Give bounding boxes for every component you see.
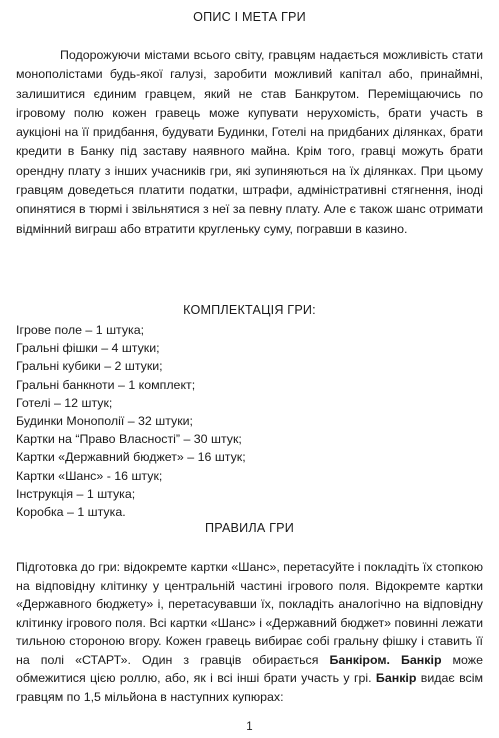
banker-term: Банкір [375, 671, 417, 685]
rules-text-start: Підготовка до гри: відокремте картки «Шанс», перетасуйте і покладіть їх стопкою на відповідну клітинку у центральній частині ігрового поля. Відокремте картки «Державного бюджету» і, перетасувавши їх, покладіть аналогічно на відповідну клітинку ігрового поля. Всі картки «Шанс» і «Державний бюджет» повинні лежати тильною стороною вгору. Кожен гравець вибирає собі гральну фішку і ставить її на полі «СТАРТ». Один з гравців обирається [16, 560, 484, 667]
rules-text-end: видає всім гравцям по 1,5 мільйона в наступних купюрах: [16, 671, 483, 704]
kit-item: Гральні банкноти – 1 комплект; [16, 377, 196, 392]
rules-paragraph [16, 558, 483, 706]
kit-item: Інструкція – 1 штука; [16, 486, 136, 501]
banker-term: Банкіром. [329, 652, 390, 667]
kit-item: Гральні фішки – 4 штуки; [16, 341, 160, 356]
kit-item: Картки на “Право Власності” – 30 штук; [16, 432, 242, 447]
kit-item: Будинки Монополії – 32 штуки; [16, 414, 193, 429]
intro-heading: ОПИС І МЕТА ГРИ [193, 10, 306, 24]
kit-item: Коробка – 1 штука. [16, 505, 126, 520]
banker-term: Банкір [401, 652, 442, 667]
kit-item: Готелі – 12 штук; [16, 395, 113, 410]
kit-item: Картки «Шанс» - 16 штук; [16, 468, 163, 483]
rules-space [390, 653, 401, 667]
page-number: 1 [246, 721, 253, 733]
rules-text-mid: може обмежитися цією роллю, або, як і всі інші брати участь у грі. [16, 652, 483, 685]
kit-item: Ігрове поле – 1 штука; [16, 323, 145, 337]
kit-item: Картки «Державний бюджет» – 16 штук; [16, 450, 246, 465]
kit-heading: КОМПЛЕКТАЦІЯ ГРИ: [183, 303, 316, 317]
kit-list [16, 321, 483, 521]
kit-item: Гральні кубики – 2 штуки; [16, 359, 163, 374]
rules-heading: ПРАВИЛА ГРИ [204, 521, 295, 535]
intro-paragraph: Подорожуючи містами всього світу, гравцям надається можливість стати монополістами будь-якої галузі, заробити можливий капітал або, принаймні, залишитися єдиним гравцем, який не став Банкрутом. Переміщаючись по ігровому полю кожен гравець може купувати нерухомість, брати участь в аукціоні на її придбання, будувати Будинки, Готелі на придбаних ділянках, брати кредити в Банку під заставу наявного майна. Крім того, гравці можуть брати орендну плату з інших учасників гри, які зупиняються на їх ділянках. При цьому гравцям доведеться платити податки, штрафи, адміністративні стягнення, іноді опинятися в тюрмі і звільнятися з неї за певну плату. Але є також шанс отримати відмінний виграш або втратити кругленьку суму, погравши в казино. [16, 48, 483, 236]
